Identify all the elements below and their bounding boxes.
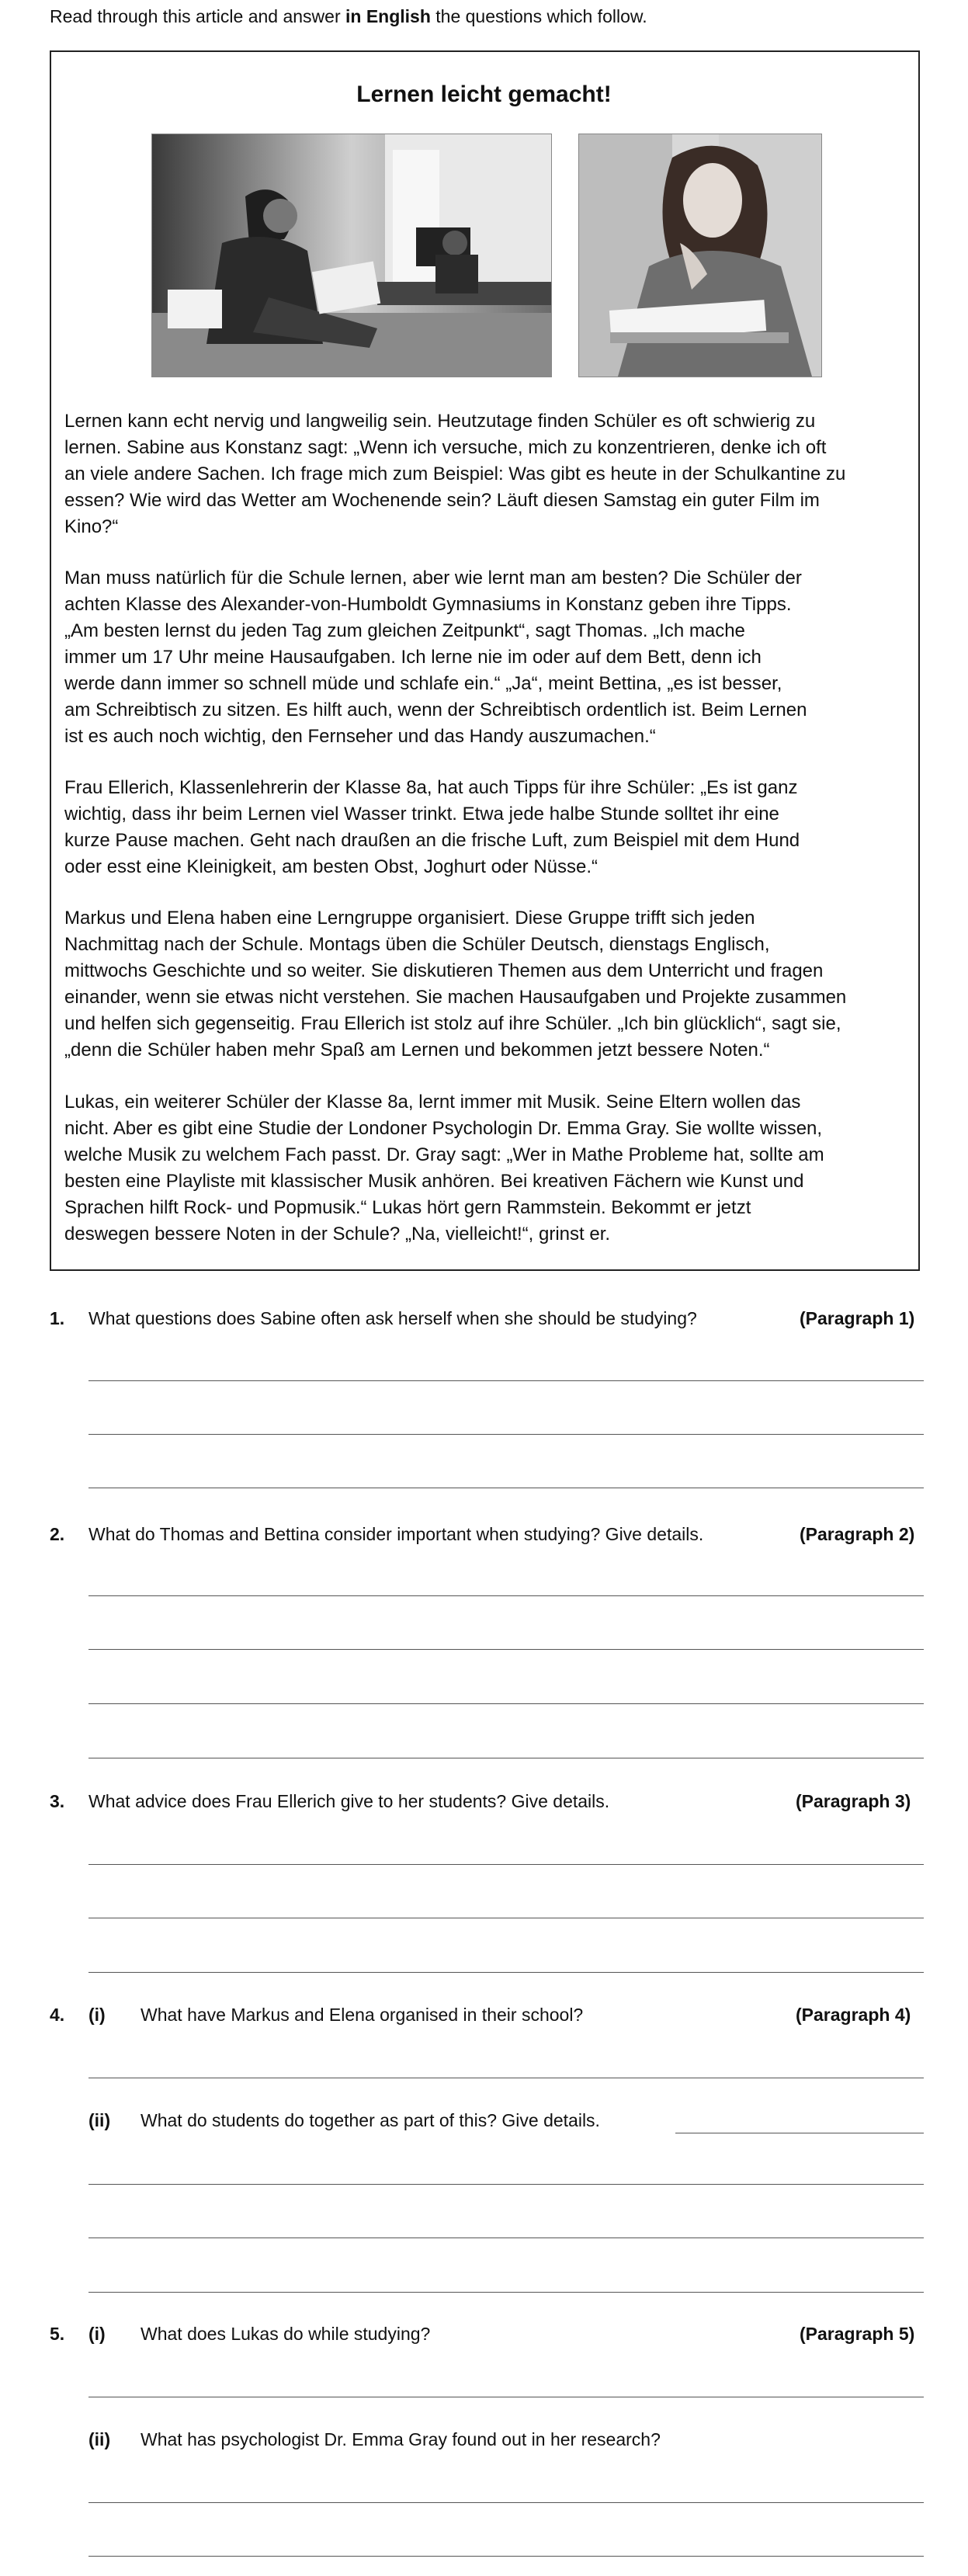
- paragraph-3-line: wichtig, dass ihr beim Lernen viel Wasser trinkt. Etwa jede halbe Stunde solltet ihr eine: [64, 804, 779, 825]
- paragraph-3-line: Frau Ellerich, Klassenlehrerin der Klasse 8a, hat auch Tipps für ihre Schüler: „Es ist ganz: [64, 777, 798, 798]
- paragraph-2-line: werde dann immer so schnell müde und schlafe ein.“ „Ja“, meint Bettina, „es ist besser,: [64, 673, 782, 694]
- article-paragraph-5: [64, 1089, 911, 1248]
- answer-line[interactable]: [88, 1864, 924, 1865]
- question-5-ii-text: What has psychologist Dr. Emma Gray found out in her research?: [141, 2429, 661, 2449]
- photo-girl-reading: [578, 134, 822, 377]
- question-4-reference: (Paragraph 4): [796, 2005, 911, 2025]
- paragraph-1-line: Lernen kann echt nervig und langweilig sein. Heutzutage finden Schüler es oft schwierig zu: [64, 411, 816, 432]
- question-4-i-text: What have Markus and Elena organised in their school?: [141, 2005, 584, 2025]
- question-4-i-label: (i): [88, 2005, 106, 2025]
- answer-line[interactable]: [88, 1380, 924, 1381]
- question-2-reference: (Paragraph 2): [800, 1524, 915, 1544]
- article-paragraph-2: [64, 565, 911, 750]
- question-4-ii-label: (ii): [88, 2110, 111, 2130]
- paragraph-4-line: und helfen sich gegenseitig. Frau Ellerich ist stolz auf ihre Schüler. „Ich bin glücklich“, sagt sie,: [64, 1013, 841, 1034]
- article-paragraph-4: [64, 905, 911, 1064]
- paragraph-2-line: „Am besten lernst du jeden Tag zum gleichen Zeitpunkt“, sagt Thomas. „Ich mache: [64, 620, 745, 641]
- paragraph-4-line: Nachmittag nach der Schule. Montags üben die Schüler Deutsch, dienstags Englisch,: [64, 934, 770, 955]
- article-paragraph-1: [64, 408, 911, 540]
- paragraph-2-line: immer um 17 Uhr meine Hausaufgaben. Ich lerne nie im oder auf dem Bett, denn ich: [64, 647, 762, 668]
- answer-line[interactable]: [88, 2556, 924, 2557]
- paragraph-2-line: ist es auch noch wichtig, den Fernseher und das Handy auszumachen.“: [64, 726, 656, 747]
- question-2-text: What do Thomas and Bettina consider important when studying? Give details.: [88, 1524, 704, 1544]
- question-4-ii-text: What do students do together as part of this? Give details.: [141, 2110, 600, 2130]
- article-title: Lernen leicht gemacht!: [356, 82, 612, 107]
- question-1-text: What questions does Sabine often ask herself when she should be studying?: [88, 1308, 697, 1328]
- instructions-text-before: Read through this article and answer: [50, 6, 345, 26]
- question-5-number: 5.: [50, 2324, 65, 2344]
- paragraph-1-line: lernen. Sabine aus Konstanz sagt: „Wenn ich versuche, mich zu konzentrieren, denke ich oft: [64, 437, 827, 458]
- photo-students-studying: [151, 134, 552, 377]
- photo-students-illustration: [152, 134, 551, 377]
- answer-line[interactable]: [88, 2502, 924, 2503]
- question-3-reference: (Paragraph 3): [796, 1791, 911, 1811]
- answer-line[interactable]: [88, 1434, 924, 1435]
- question-3-number: 3.: [50, 1791, 65, 1811]
- paragraph-4-line: einander, wenn sie etwas nicht verstehen. Sie machen Hausaufgaben und Projekte zusammen: [64, 987, 847, 1008]
- question-4-number: 4.: [50, 2005, 65, 2025]
- answer-line[interactable]: [88, 1595, 924, 1596]
- question-3-text: What advice does Frau Ellerich give to her students? Give details.: [88, 1791, 610, 1811]
- question-5-i-label: (i): [88, 2324, 106, 2344]
- instructions: [50, 6, 647, 27]
- paragraph-1-line: an viele andere Sachen. Ich frage mich zum Beispiel: Was gibt es heute in der Schulkantine zu: [64, 463, 846, 484]
- question-5-reference: (Paragraph 5): [800, 2324, 915, 2344]
- paragraph-5-line: Sprachen hilft Rock- und Popmusik.“ Lukas hört gern Rammstein. Bekommt er jetzt: [64, 1197, 751, 1218]
- paragraph-3-line: oder esst eine Kleinigkeit, am besten Obst, Joghurt oder Nüsse.“: [64, 856, 598, 877]
- paragraph-5-line: nicht. Aber es gibt eine Studie der Londoner Psychologin Dr. Emma Gray. Sie wollte wissen,: [64, 1118, 823, 1139]
- article-paragraph-3: [64, 775, 911, 880]
- question-5-ii-label: (ii): [88, 2429, 111, 2449]
- paragraph-4-line: „denn die Schüler haben mehr Spaß am Lernen und bekommen jetzt bessere Noten.“: [64, 1040, 770, 1061]
- answer-line[interactable]: [88, 1703, 924, 1704]
- paragraph-5-line: welche Musik zu welchem Fach passt. Dr. Gray sagt: „Wer in Mathe Probleme hat, sollte am: [64, 1144, 824, 1165]
- paragraph-2-line: achten Klasse des Alexander-von-Humboldt Gymnasiums in Konstanz geben ihre Tipps.: [64, 594, 792, 615]
- answer-line[interactable]: [88, 2292, 924, 2293]
- answer-line[interactable]: [88, 1649, 924, 1650]
- paragraph-5-line: besten eine Playliste mit klassischer Musik anhören. Bei kreativen Fächern wie Kunst und: [64, 1171, 804, 1192]
- photo-girl-illustration: [579, 134, 821, 377]
- paragraph-4-line: Markus und Elena haben eine Lerngruppe organisiert. Diese Gruppe trifft sich jeden: [64, 908, 755, 929]
- question-1-number: 1.: [50, 1308, 65, 1328]
- paragraph-5-line: Lukas, ein weiterer Schüler der Klasse 8a, lernt immer mit Musik. Seine Eltern wollen das: [64, 1092, 801, 1113]
- answer-line[interactable]: [88, 1972, 924, 1973]
- paragraph-2-line: am Schreibtisch zu sitzen. Es hilft auch, wenn der Schreibtisch ordentlich ist. Beim Lernen: [64, 700, 807, 720]
- answer-line[interactable]: [88, 2184, 924, 2185]
- paragraph-5-line: deswegen bessere Noten in der Schule? „Na, vielleicht!“, grinst er.: [64, 1224, 611, 1245]
- instructions-bold: in English: [345, 6, 431, 26]
- paragraph-1-line: Kino?“: [64, 516, 119, 537]
- paragraph-2-line: Man muss natürlich für die Schule lernen, aber wie lernt man am besten? Die Schüler der: [64, 568, 802, 588]
- paragraph-4-line: mittwochs Geschichte und so weiter. Sie diskutieren Themen aus dem Unterricht und fragen: [64, 960, 824, 981]
- paragraph-1-line: essen? Wie wird das Wetter am Wochenende sein? Läuft diesen Samstag ein guter Film im: [64, 490, 820, 511]
- question-2-number: 2.: [50, 1524, 65, 1544]
- question-1-reference: (Paragraph 1): [800, 1308, 915, 1328]
- instructions-text-after: the questions which follow.: [430, 6, 647, 26]
- paragraph-3-line: kurze Pause machen. Geht nach draußen an die frische Luft, zum Beispiel mit dem Hund: [64, 830, 800, 851]
- question-5-i-text: What does Lukas do while studying?: [141, 2324, 431, 2344]
